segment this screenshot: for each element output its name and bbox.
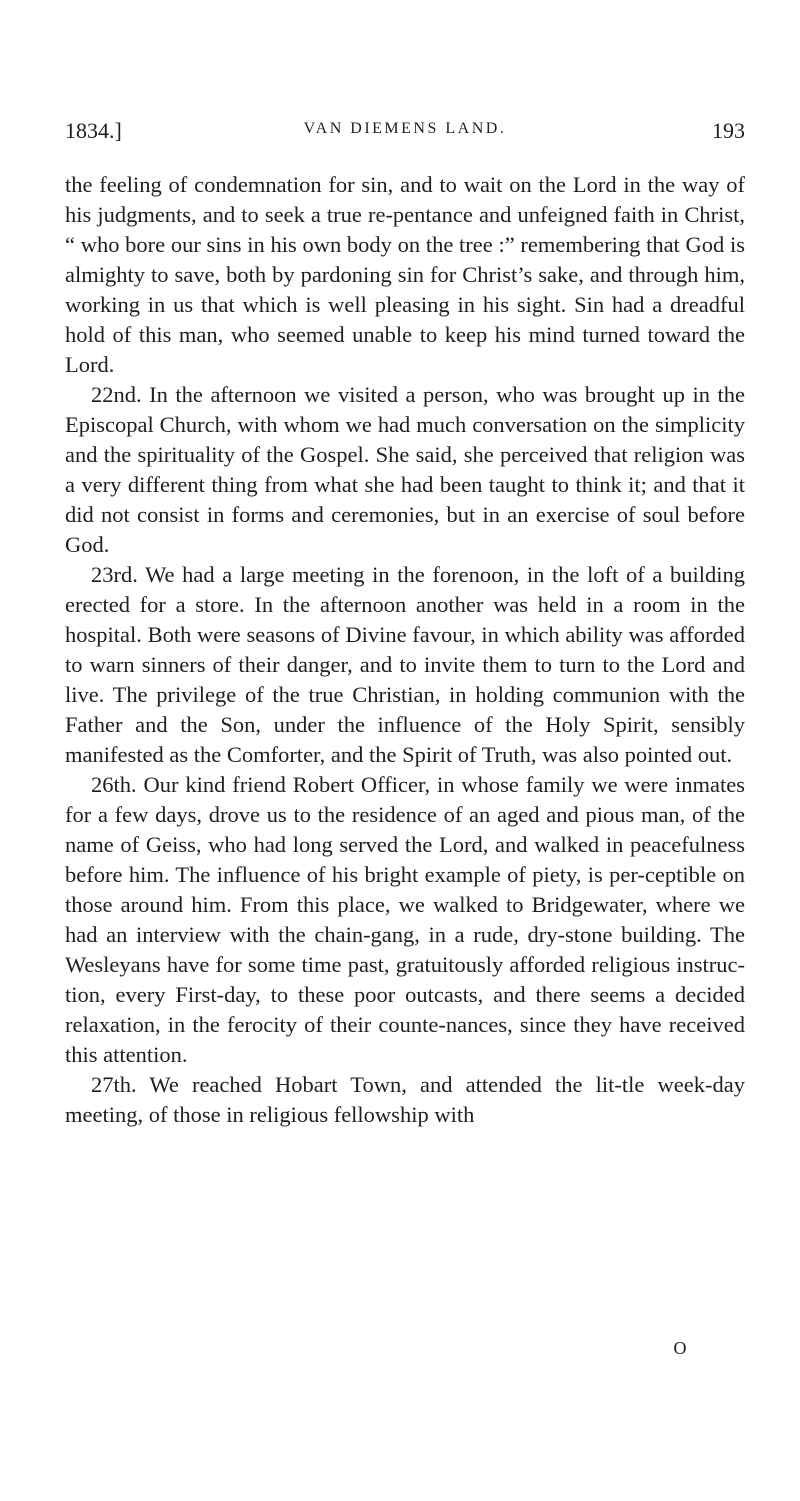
paragraph-22nd: 22nd. In the afternoon we visited a person, who was brought up in the Episcopal Church, with whom we had much conversation on the simplicity and the spirituality of the Gospel. She said, she perceived that religion was a very different thing from what she had been taught to think it; and that it did not consist in forms and ceremonies, but in an exercise of soul before God.	[65, 382, 745, 557]
book-page	[65, 118, 745, 1130]
page-number: 193	[712, 118, 745, 143]
paragraph-26th: 26th. Our kind friend Robert Officer, in whose family we were inmates for a few days, drove us to the residence of an aged and pious man, of the name of Geiss, who had long served the Lord, and walked in peacefulness before him. The influence of his bright example of piety, is per-ceptible on those around him. From this place, we walked to Bridgewater, where we had an interview with the chain-gang, in a rude, dry-stone building. The Wesleyans have for some time past, gratuitously afforded religious instruc-tion, every First-day, to these poor outcasts, and there seems a decided relaxation, in the ferocity of their counte-nances, since they have received this attention.	[65, 772, 745, 1067]
paragraph-23rd: 23rd. We had a large meeting in the forenoon, in the loft of a building erected for a store. In the afternoon another was held in a room in the hospital. Both were seasons of Divine favour, in which ability was afforded to warn sinners of their danger, and to invite them to turn to the Lord and live. The privilege of the true Christian, in holding communion with the Father and the Son, under the influence of the Holy Spirit, sensibly manifested as the Comforter, and the Spirit of Truth, was also pointed out.	[65, 562, 745, 767]
header-year: 1834.]	[65, 118, 122, 143]
body-text	[65, 170, 745, 1130]
signature-mark: O	[673, 1338, 687, 1358]
paragraph-27th: 27th. We reached Hobart Town, and attended the lit-tle week-day meeting, of those in religious fellowship with	[65, 1072, 745, 1127]
running-head	[65, 118, 745, 152]
header-title: VAN DIEMENS LAND.	[303, 120, 507, 137]
paragraph-continuation: the feeling of condemnation for sin, and to wait on the Lord in the way of his judgments, and to seek a true re-pentance and unfeigned faith in Christ, “ who bore our sins in his own body on the tree :” remembering that God is almighty to save, both by pardoning sin for Christ’s sake, and through him, working in us that which is well pleasing in his sight. Sin had a dreadful hold of this man, who seemed unable to keep his mind turned toward the Lord.	[65, 172, 745, 377]
